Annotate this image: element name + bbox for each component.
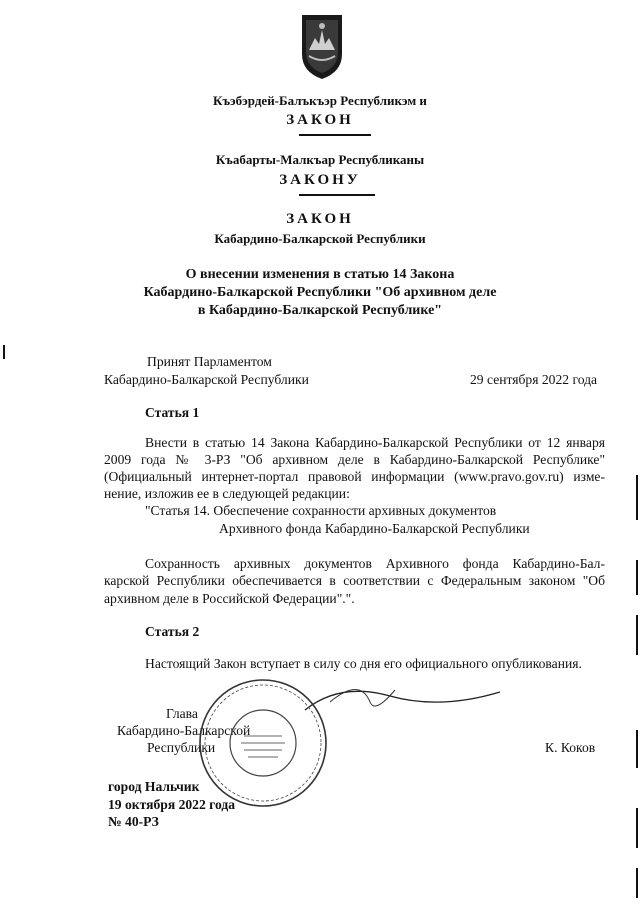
quoted-article-title-line-2: Архивного фонда Кабардино-Балкарской Республики	[219, 521, 530, 536]
coat-of-arms-emblem	[299, 12, 345, 82]
article-1-heading: Статья 1	[145, 405, 200, 420]
adopted-by-line-2: Кабардино-Балкарской Республики	[104, 372, 309, 387]
article-2-heading: Статья 2	[145, 624, 200, 639]
article-1-paragraph-2-line-3: архивном деле в Российской Федерации".".	[104, 591, 355, 606]
republic-name-kabardian: Къэбэрдей-Балъкъэр Республикэм и	[213, 93, 427, 108]
article-2-text: Настоящий Закон вступает в силу со дня его официального опубликования.	[145, 656, 582, 671]
quoted-article-title-line-1: "Статья 14. Обеспечение сохранности архивных документов	[145, 503, 497, 518]
law-word-kabardian: ЗАКОН	[286, 112, 354, 128]
scan-edge-mark	[636, 560, 638, 595]
scan-edge-mark	[636, 808, 638, 848]
republic-name-russian: Кабардино-Балкарской Республики	[214, 231, 426, 246]
scan-edge-mark	[636, 730, 638, 768]
scan-edge-mark	[636, 868, 638, 898]
scan-edge-mark	[636, 615, 638, 655]
official-round-seal-icon	[196, 676, 330, 810]
signatory-title-line-3: Республики	[147, 740, 216, 755]
scan-edge-mark	[3, 345, 5, 359]
article-1-text-line-2: 2009 года № 3-РЗ "Об архивном деле в Кабардино-Балкарской Республике"	[104, 452, 605, 467]
header-underline-1	[299, 134, 371, 136]
article-1-text-line-3: (Официальный интернет-портал правовой информации (www.pravo.gov.ru) изме-	[104, 469, 605, 484]
header-underline-2	[299, 194, 375, 196]
place-of-signing: город Нальчик	[108, 779, 200, 794]
signature-stroke-icon	[300, 672, 510, 722]
law-number: № 40-РЗ	[108, 814, 159, 829]
article-1-text-line-4: нение, изложив ее в следующей редакции:	[104, 486, 350, 501]
republic-name-balkar: Къабарты-Малкъар Республиканы	[215, 152, 425, 167]
scan-edge-mark	[636, 475, 638, 520]
signing-date: 19 октября 2022 года	[108, 797, 236, 812]
law-word-balkar: ЗАКОНУ	[279, 172, 361, 188]
signatory-name: К. Коков	[545, 740, 596, 755]
signatory-title-line-1: Глава	[166, 706, 198, 721]
law-word-russian: ЗАКОН	[286, 211, 354, 227]
article-1-text-line-1: Внести в статью 14 Закона Кабардино-Балкарской Республики от 12 января	[145, 435, 605, 450]
law-title-line-2: Кабардино-Балкарской Республики "Об архивном деле	[143, 285, 497, 300]
law-title-line-1: О внесении изменения в статью 14 Закона	[185, 267, 455, 282]
article-1-paragraph-2-line-1: Сохранность архивных документов Архивного фонда Кабардино-Бал-	[145, 556, 605, 571]
law-title-line-3: в Кабардино-Балкарской Республике"	[197, 303, 443, 318]
article-1-paragraph-2-line-2: карской Республики обеспечивается в соответствии с Федеральным законом "Об	[104, 573, 605, 588]
adopted-by-line-1: Принят Парламентом	[147, 354, 272, 369]
adoption-date: 29 сентября 2022 года	[470, 372, 598, 387]
signatory-title-line-2: Кабардино-Балкарской	[117, 723, 251, 738]
